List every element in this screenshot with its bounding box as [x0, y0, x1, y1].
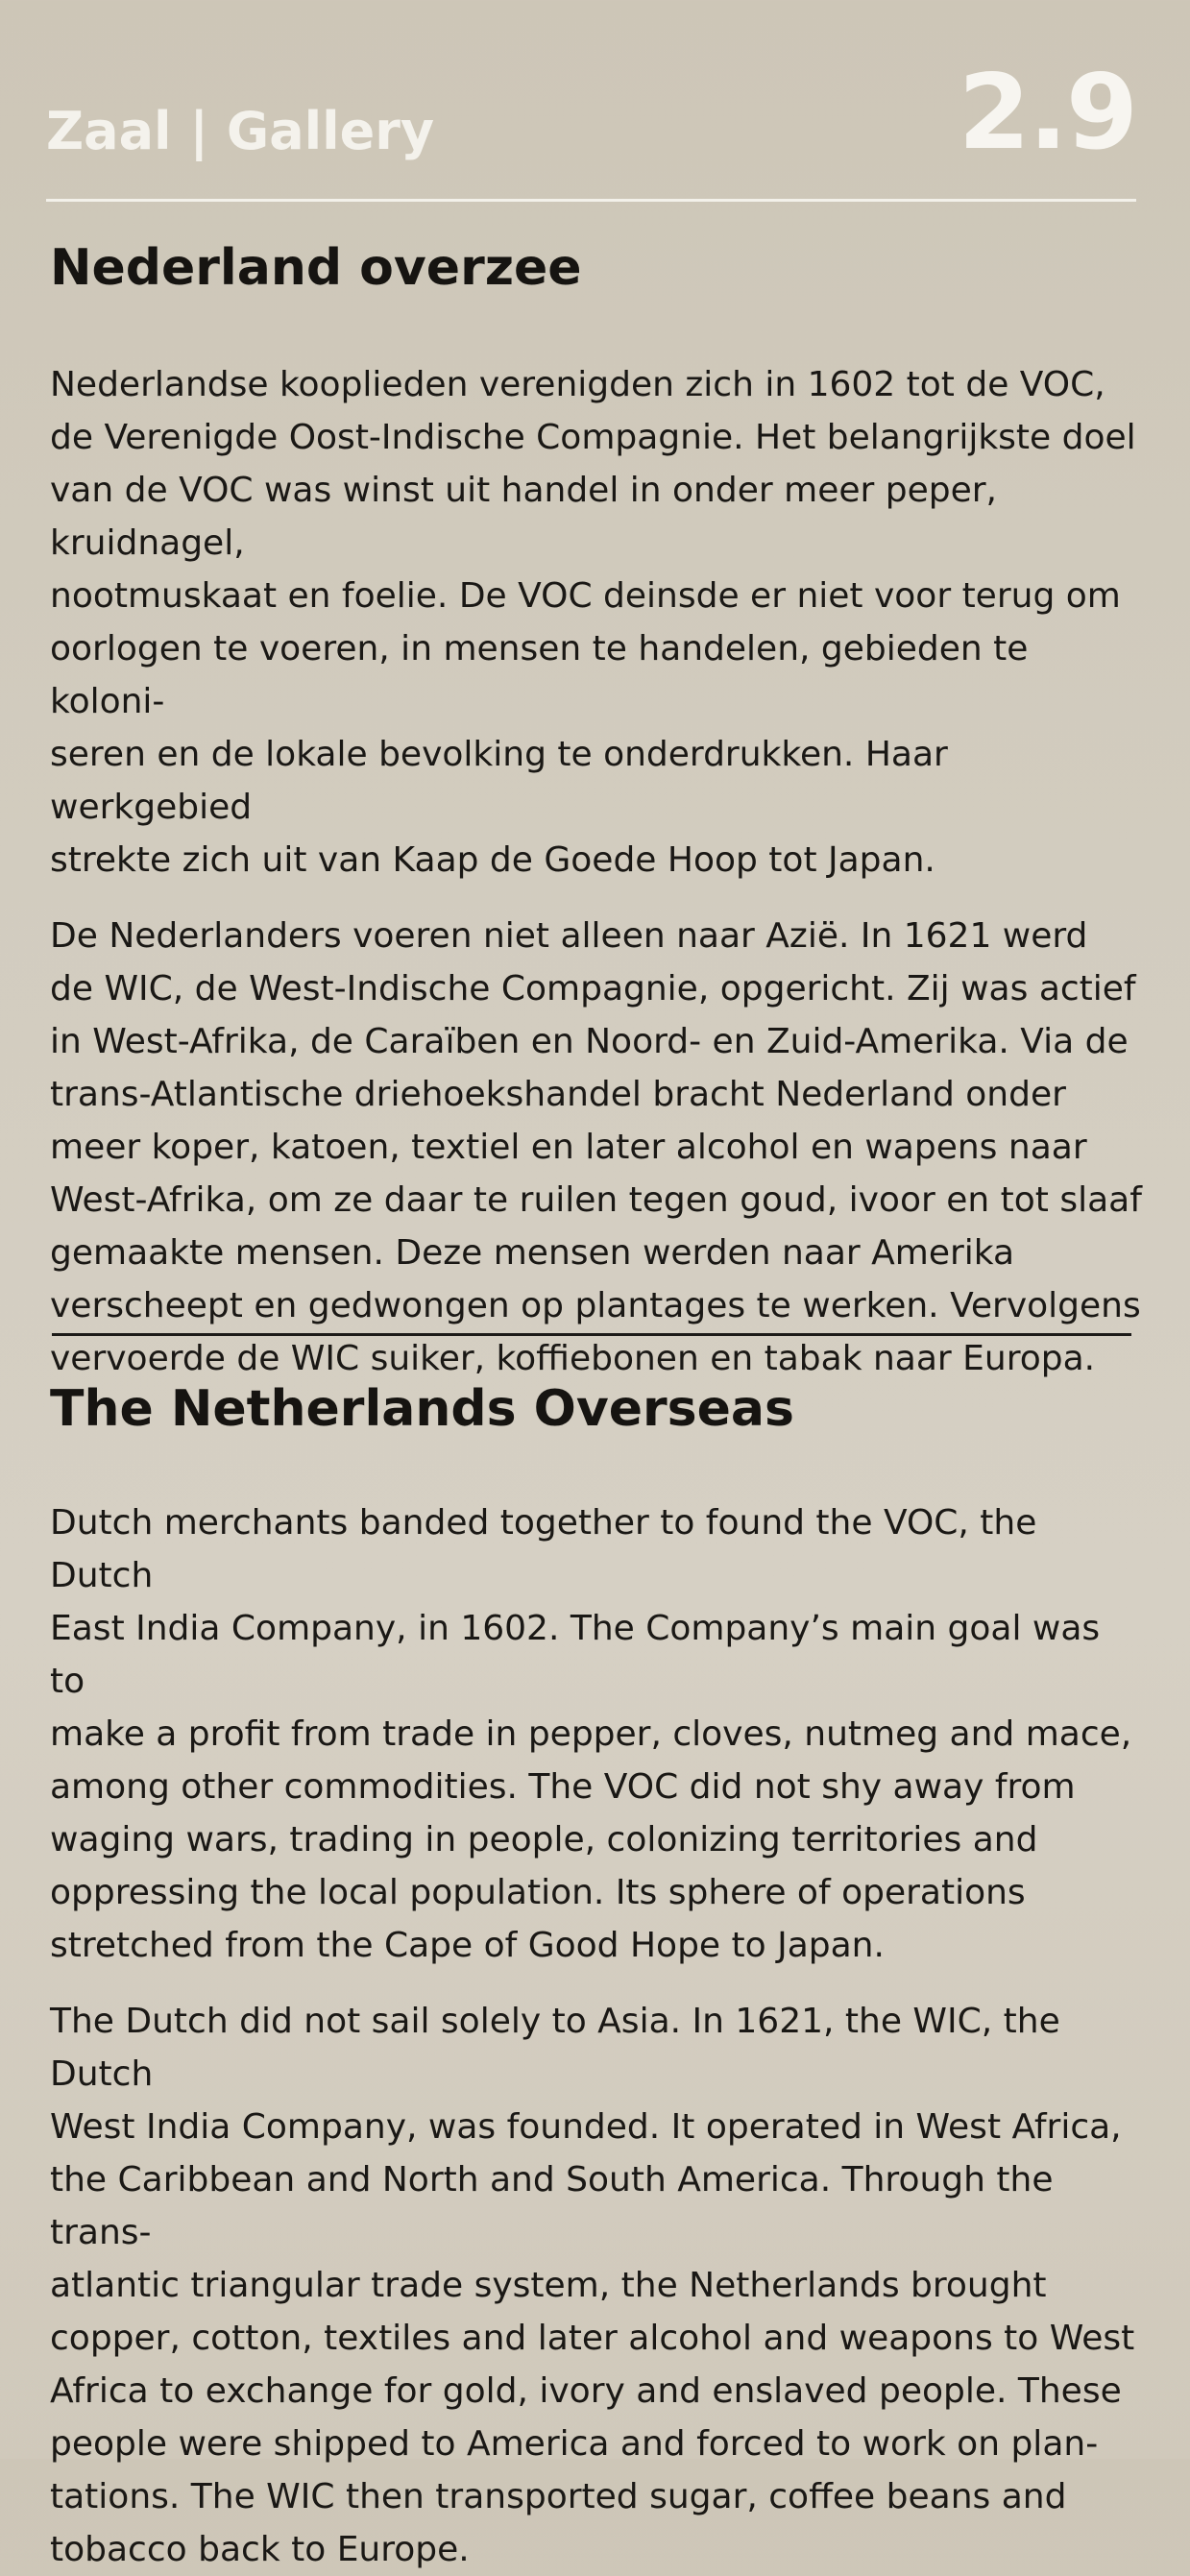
gallery-label: Zaal | Gallery [46, 101, 435, 161]
dutch-title: Nederland overzee [50, 239, 582, 297]
panel-header [46, 53, 1136, 178]
english-paragraph-2: The Dutch did not sail solely to Asia. In 1621, the WIC, the Dutch West India Company, was founded. It operated in West Africa, the Caribbean and North and South America. Through the trans- atlantic triangular trade system, the Netherlands brought copper, cotton, textiles and later alcohol and weapons to West Africa to exchange for gold, ivory and enslaved people. These people were shipped to America and forced to work on plan- tations. The WIC then transported sugar, coffee beans and tobacco back to Europe. [50, 2002, 1135, 2570]
dutch-paragraph-1: Nederlandse kooplieden verenigden zich in 1602 tot de VOC, de Verenigde Oost-Indische Compagnie. Het belangrijkste doel van de VOC was winst uit handel in onder meer peper, kruidnagel, nootmuskaat en foelie. De VOC deinsde er niet voor terug om oorlogen te voeren, in mensen te handelen, gebieden te koloni- seren en de lokale bevolking te onderdrukken. Haar werkgebied strekte zich uit van Kaap de Goede Hoop tot Japan. [50, 365, 1136, 881]
english-paragraph-1: Dutch merchants banded together to found the VOC, the Dutch East India Company, in 1602. The Company’s main goal was to make a profit from trade in pepper, cloves, nutmeg and mace, among other commodities. The VOC did not shy away from waging wars, trading in people, colonizing territories and oppressing the local population. Its sphere of operations stretched from the Cape of Good Hope to Japan. [50, 1503, 1132, 1966]
header-divider [46, 199, 1136, 202]
dutch-paragraph-2: De Nederlanders voeren niet alleen naar Azië. In 1621 werd de WIC, de West-Indische Compagnie, opgericht. Zij was actief in West-Afrika, de Caraïben en Noord- en Zuid-Amerika. Via de trans-Atlantische driehoekshandel bracht Nederland onder meer koper, katoen, textiel en later alcohol en wapens naar West-Afrika, om ze daar te ruilen tegen goud, ivoor en tot slaaf gemaakte mensen. Deze mensen werden naar Amerika verscheept en gedwongen op plantages te werken. Vervolgens vervoerde de WIC suiker, koffiebonen en tabak naar Europa. [50, 916, 1142, 1379]
gallery-number: 2.9 [958, 53, 1136, 173]
english-title: The Netherlands Overseas [50, 1380, 794, 1438]
section-divider [52, 1333, 1131, 1336]
dutch-section [50, 238, 1145, 1385]
english-section [50, 1379, 1145, 2576]
